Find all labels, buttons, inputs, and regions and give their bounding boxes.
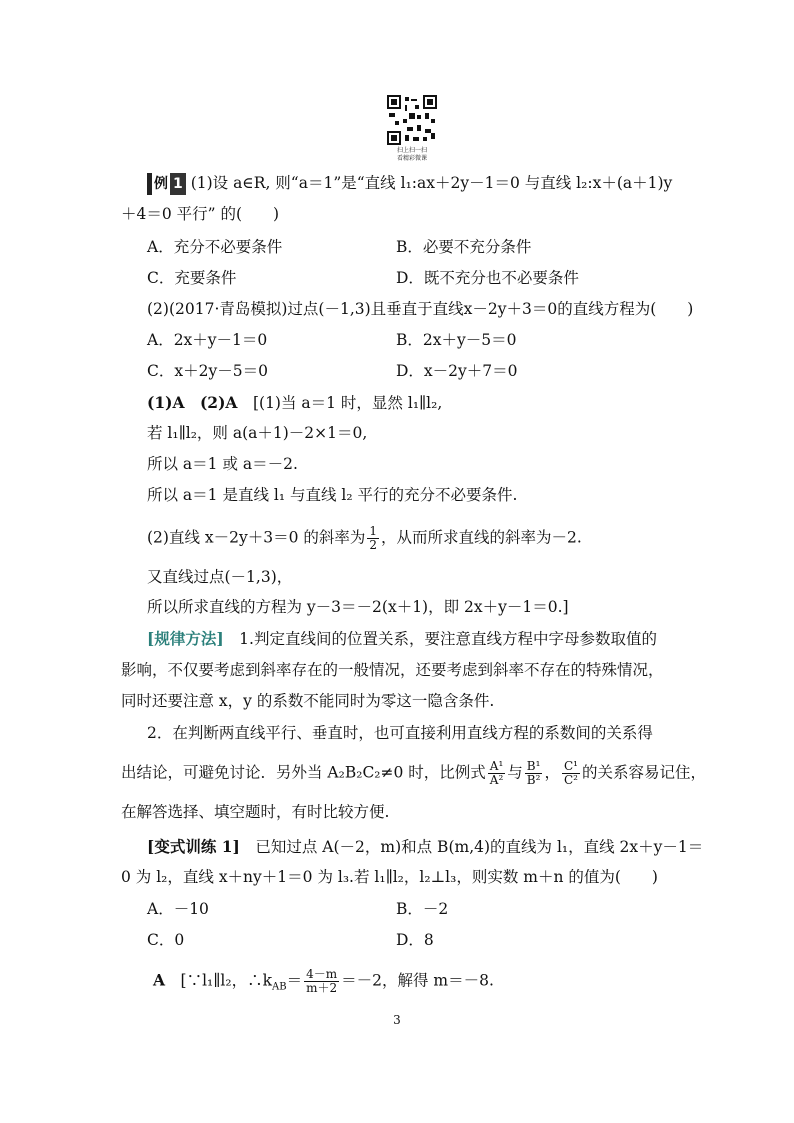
variant-option-a: A．－10 [147,900,209,918]
ratio-a-num: A¹ [489,759,504,773]
solution-line5-pre: (2)直线 x－2y＋3＝0 的斜率为 [147,528,366,547]
solution-line3: 所以 a＝1 或 a＝－2. [147,455,298,473]
method-p2-line1: 2．在判断两直线平行、垂直时，也可直接利用直线方程的系数间的关系得 [147,724,653,742]
ratio-b-den: B² [526,773,541,787]
method-line1-text: 1.判定直线间的位置关系，要注意直线方程中字母参数取值的 [223,630,657,648]
slope-ab-den: m＋2 [306,981,338,995]
q1-option-d: D．既不充分也不必要条件 [396,269,579,287]
variant-sol-sub: AB [271,981,287,993]
ratio-c-den: C² [563,773,578,787]
qr-code-image [387,95,437,145]
variant-label: [变式训练 1] [147,837,240,856]
ratio-fraction-c [562,760,580,787]
q2-option-d: D．x－2y＋7＝0 [396,362,518,380]
variant-sol-post: ＝－2，解得 m＝－8. [341,971,494,990]
ratio-fraction-a [488,760,505,787]
variant-solution [153,968,494,999]
method-label: [规律方法] [147,629,224,648]
solution-line5 [147,525,582,552]
slope-ab-num: 4－m [306,967,338,981]
method-p2-line3: 在解答选择、填空题时，有时比较方便. [121,803,390,821]
variant-answer: A [153,970,166,990]
example-tag-label: 例 [154,176,168,192]
qr-caption-line1: 扫上扫一扫 [396,147,427,154]
example-q2-line: (2)(2017·青岛模拟)过点(－1,3)且垂直于直线x－2y＋3＝0的直线方程为( ) [147,300,694,318]
ratio-a-den: A² [489,773,504,787]
variant-sol-pre: [∵l₁∥l₂，∴k [165,971,272,990]
answer-head: (1)A (2)A [147,393,238,412]
method-p2-line2 [121,760,706,787]
example-tag [147,173,186,195]
method-p2-line2-pre: 出结论，可避免讨论．另外当 A₂B₂C₂≠0 时，比例式 [121,763,486,782]
ratio-comma: ， [544,763,560,782]
q2-option-a: A．2x＋y－1＝0 [147,331,268,349]
ratio-b-num: B¹ [526,759,541,773]
slope-numerator: 1 [369,524,378,538]
q2-option-c: C．x＋2y－5＝0 [147,362,268,380]
ratio-c-num: C¹ [563,759,578,773]
method-p2-line2-post: 的关系容易记住， [581,763,706,782]
page-number: 3 [393,1013,401,1027]
variant-sol-eq: ＝ [286,971,303,990]
slope-fraction [367,525,379,552]
q2-option-b: B．2x＋y－5＝0 [396,331,517,349]
solution-line6: 又直线过点(－1,3)， [147,568,293,586]
example-q1-line2: ＋4＝0 平行” 的( ) [121,205,280,223]
method-line3: 同时还要注意 x，y 的系数不能同时为零这一隐含条件. [121,692,495,710]
slope-ab-fraction [304,968,339,995]
q1-option-a: A．充分不必要条件 [147,238,283,256]
qr-caption-line2: 看精彩微课 [396,155,427,162]
variant-line1-text: 已知过点 A(－2，m)和点 B(m,4)的直线为 l₁，直线 2x＋y－1＝ [239,838,704,856]
ratio-fraction-b [525,760,543,787]
example-q1-line1 [147,172,672,195]
ratio-connector: 与 [507,763,523,782]
variant-option-d: D．8 [396,931,434,949]
solution-line2: 若 l₁∥l₂，则 a(a＋1)－2×1＝0, [147,424,368,442]
variant-line1 [147,836,703,858]
variant-option-c: C．0 [147,931,185,949]
variant-option-b: B．－2 [396,900,449,918]
method-line2: 影响，不仅要考虑到斜率存在的一般情况，还要考虑到斜率不存在的特殊情况， [121,661,664,679]
variant-line2: 0 为 l₂，直线 x＋ny＋1＝0 为 l₃.若 l₁∥l₂，l₂⊥l₃，则实数 m＋n 的值为( ) [121,868,658,886]
solution-line1-text: [(1)当 a＝1 时，显然 l₁∥l₂, [237,394,443,412]
qr-caption [380,147,444,163]
method-line1 [147,628,657,650]
solution-line5-post: ，从而所求直线的斜率为－2. [381,528,582,547]
q1-option-b: B．必要不充分条件 [396,238,532,256]
solution-line7: 所以所求直线的方程为 y－3＝－2(x＋1)，即 2x＋y－1＝0.] [147,598,569,616]
example-tag-num: 1 [170,173,186,195]
solution-line4: 所以 a＝1 是直线 l₁ 与直线 l₂ 平行的充分不必要条件. [147,486,518,504]
solution-line1 [147,392,442,414]
q1-option-c: C．充要条件 [147,269,237,287]
slope-denominator: 2 [369,538,378,552]
example-q1-text1: (1)设 a∈R, 则“a＝1”是“直线 l₁:ax＋2y－1＝0 与直线 l₂:x＋(a＋1)y [190,174,673,192]
